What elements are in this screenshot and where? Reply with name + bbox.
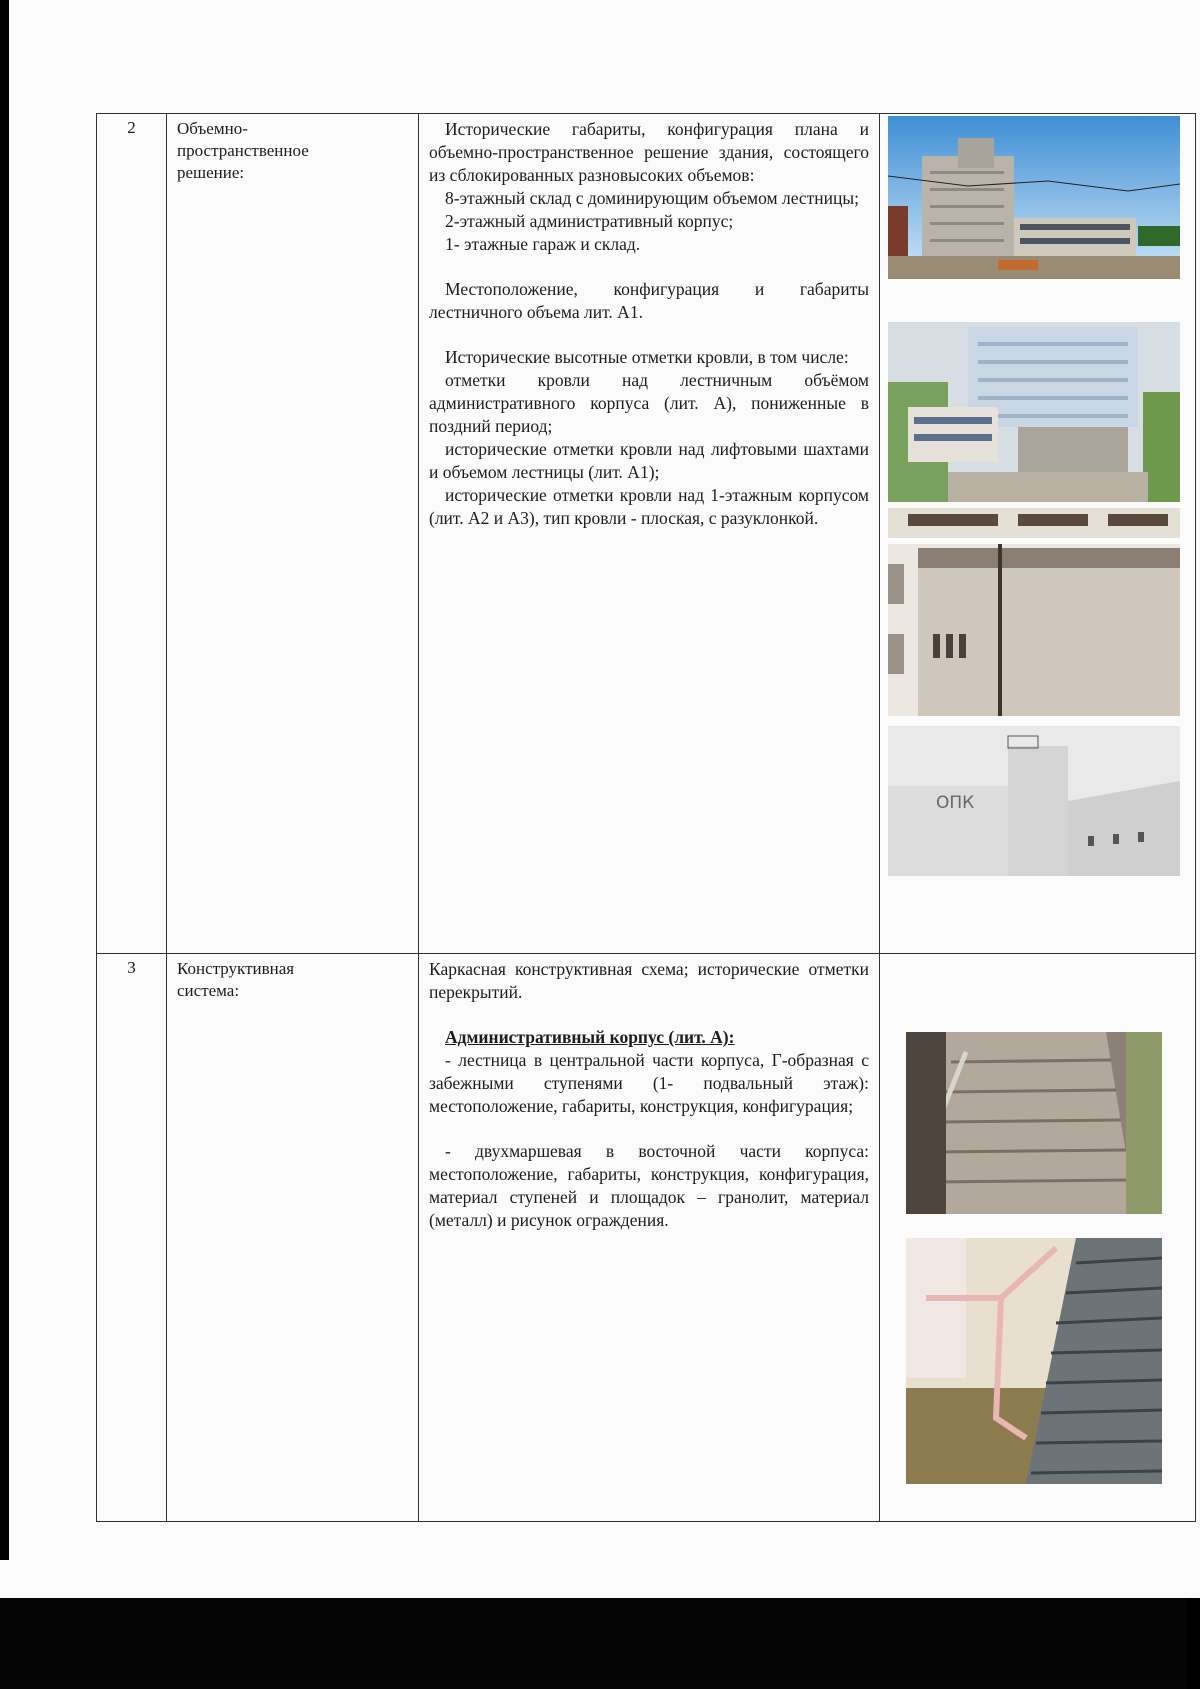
photo-stair-two-flight bbox=[906, 1238, 1162, 1484]
row-number: 3 bbox=[97, 954, 167, 1522]
row-photos bbox=[880, 114, 1196, 954]
scan-edge-bottom bbox=[0, 1598, 1200, 1689]
sign-text: ОПК bbox=[936, 793, 975, 813]
row-name: Конструктивная система: bbox=[167, 954, 419, 1522]
table-row bbox=[97, 114, 1196, 954]
photo-building-render bbox=[888, 322, 1180, 502]
scan-edge-right bbox=[1187, 1598, 1200, 1689]
photo-historic-bw bbox=[888, 726, 1180, 876]
photo-building-exterior bbox=[888, 116, 1180, 279]
scan-edge-left bbox=[0, 0, 9, 1560]
section-heading: Административный корпус (лит. А): bbox=[445, 1027, 735, 1047]
row-number: 2 bbox=[97, 114, 167, 954]
row-description: Исторические габариты, конфигурация плана и объемно-пространственное решение здания, состоящего из сблокированных разновысоких объемов: 8-этажный склад с доминирующим объемом лестницы; 2-этажный административный корпус; 1- этажные гараж и склад. Местоположение, конфигурация и габариты лестничного объема лит. А1. Исторические высотные отметки кровли, в том числе: отметки кровли над лестничным объёмом административного корпуса (лит. А), пониженные в поздний период; исторические отметки кровли над лифтовыми шахтами и объемом лестницы (лит. А1); исторические отметки кровли над 1-этажным корпусом (лит. А2 и А3), тип кровли - плоская, с разуклонкой. bbox=[419, 114, 880, 954]
row-description: Каркасная конструктивная схема; исторические отметки перекрытий. Административный корпус (лит. А): - лестница в центральной части корпуса, Г-образная с забежными ступенями (1- подвальный этаж): местоположение, габариты, конструкция, конфигурация; - двухмаршевая в восточной части корпуса: местоположение, габариты, конструкция, конфигурация, материал ступеней и площадок – гранолит, материал (металл) и рисунок ограждения. bbox=[419, 954, 880, 1522]
photo-stair-g-shaped bbox=[906, 1032, 1162, 1214]
table-row bbox=[97, 954, 1196, 1522]
photo-stair-volume bbox=[888, 544, 1180, 716]
row-name: Объемно- пространственное решение: bbox=[167, 114, 419, 954]
photo-roofline-strip bbox=[888, 508, 1180, 538]
row-photos bbox=[880, 954, 1196, 1522]
monument-subject-table bbox=[96, 113, 1196, 1522]
